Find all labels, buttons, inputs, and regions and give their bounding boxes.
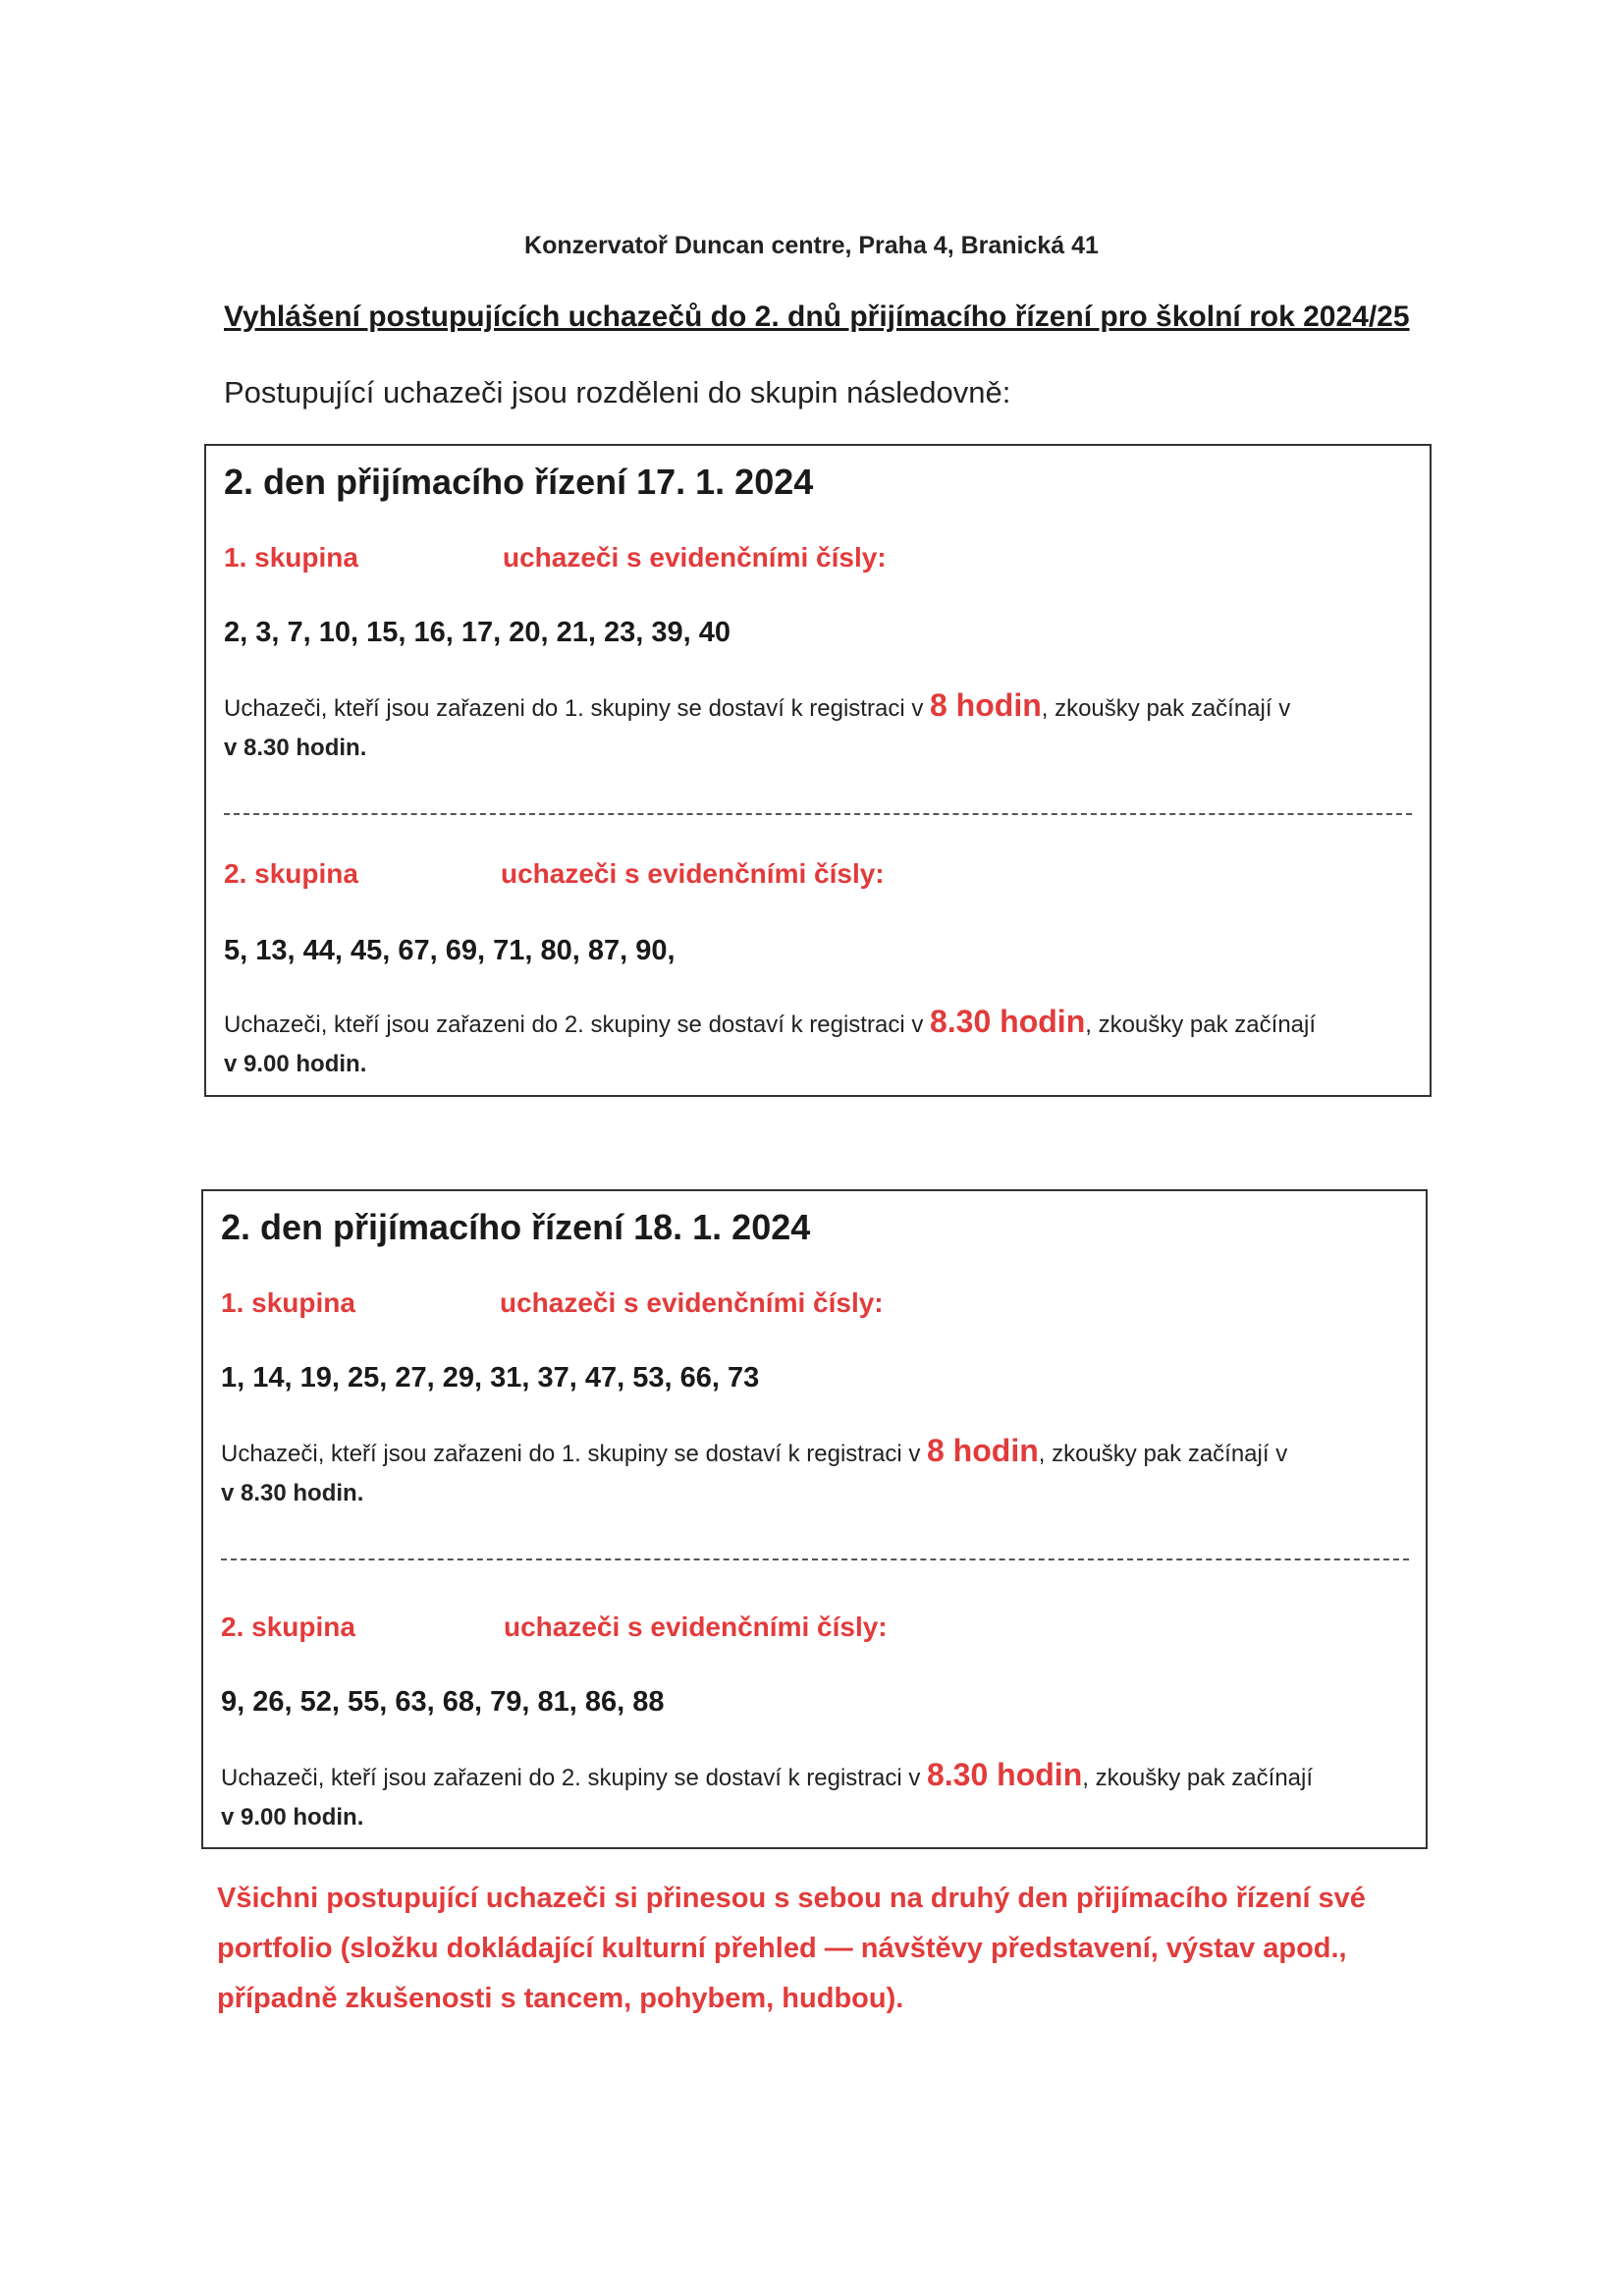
group-description: uchazeči s evidenčními čísly: (504, 1612, 888, 1642)
note-text: Uchazeči, kteří jsou zařazeni do 2. skupiny se dostaví k registraci v (221, 1765, 927, 1791)
group-note (224, 1002, 1412, 1084)
registration-time: 8 hodin (929, 687, 1042, 723)
candidate-numbers: 5, 13, 44, 45, 67, 69, 71, 80, 87, 90, (224, 935, 676, 966)
candidate-numbers: 9, 26, 52, 55, 63, 68, 79, 81, 86, 88 (221, 1686, 665, 1718)
group-note (221, 1755, 1409, 1837)
registration-time: 8.30 hodin (926, 1757, 1083, 1792)
portfolio-notice: Všichni postupující uchazeči si přinesou s sebou na druhý den přijímacího řízení své portfolio (složku dokládající kulturní přehled — návštěvy představení, výstav apod., případně zkušenosti s tancem, pohybem, hudbou). (217, 1883, 1366, 2014)
candidate-numbers: 2, 3, 7, 10, 15, 16, 17, 20, 21, 23, 39, 40 (224, 617, 730, 648)
group-label: 1. skupina (221, 1287, 355, 1318)
intro-text: Postupující uchazeči jsou rozděleni do skupin následovně: (224, 375, 1011, 410)
exam-time: v 8.30 hodin. (221, 1480, 364, 1506)
group-description: uchazeči s evidenčními čísly: (503, 542, 887, 573)
note-text: Uchazeči, kteří jsou zařazeni do 1. skupiny se dostaví k registraci v (224, 695, 930, 722)
day-box-2 (201, 1189, 1428, 1849)
registration-time: 8.30 hodin (929, 1004, 1086, 1039)
separator (221, 1558, 1409, 1560)
group-note (221, 1431, 1409, 1513)
group-note (224, 685, 1412, 768)
group-label: 2. skupina (221, 1612, 355, 1642)
day-title: 2. den přijímacího řízení 17. 1. 2024 (224, 462, 814, 502)
note-text: , zkoušky pak začínají (1082, 1765, 1314, 1791)
note-text: Uchazeči, kteří jsou zařazeni do 2. skupiny se dostaví k registraci v (224, 1011, 930, 1038)
candidate-numbers: 1, 14, 19, 25, 27, 29, 31, 37, 47, 53, 66, 73 (221, 1362, 760, 1394)
note-text: , zkoušky pak začínají v (1041, 695, 1291, 722)
exam-time: v 9.00 hodin. (224, 1051, 367, 1077)
note-text: , zkoušky pak začínají v (1038, 1441, 1288, 1467)
exam-time: v 8.30 hodin. (224, 735, 367, 761)
school-name: Konzervatoř Duncan centre, Praha 4, Branická 41 (524, 232, 1099, 259)
group-description: uchazeči s evidenčními čísly: (501, 858, 885, 889)
group-description: uchazeči s evidenčními čísly: (500, 1287, 884, 1318)
announcement-heading: Vyhlášení postupujících uchazečů do 2. dnů přijímacího řízení pro školní rok 2024/25 (224, 301, 1410, 333)
group-label: 1. skupina (224, 542, 358, 573)
registration-time: 8 hodin (926, 1433, 1039, 1468)
day-title: 2. den přijímacího řízení 18. 1. 2024 (221, 1207, 811, 1247)
group-label: 2. skupina (224, 858, 358, 889)
exam-time: v 9.00 hodin. (221, 1804, 364, 1831)
separator (224, 813, 1412, 815)
note-text: , zkoušky pak začínají (1085, 1011, 1317, 1038)
day-box-1 (204, 444, 1432, 1097)
note-text: Uchazeči, kteří jsou zařazeni do 1. skupiny se dostaví k registraci v (221, 1441, 927, 1467)
